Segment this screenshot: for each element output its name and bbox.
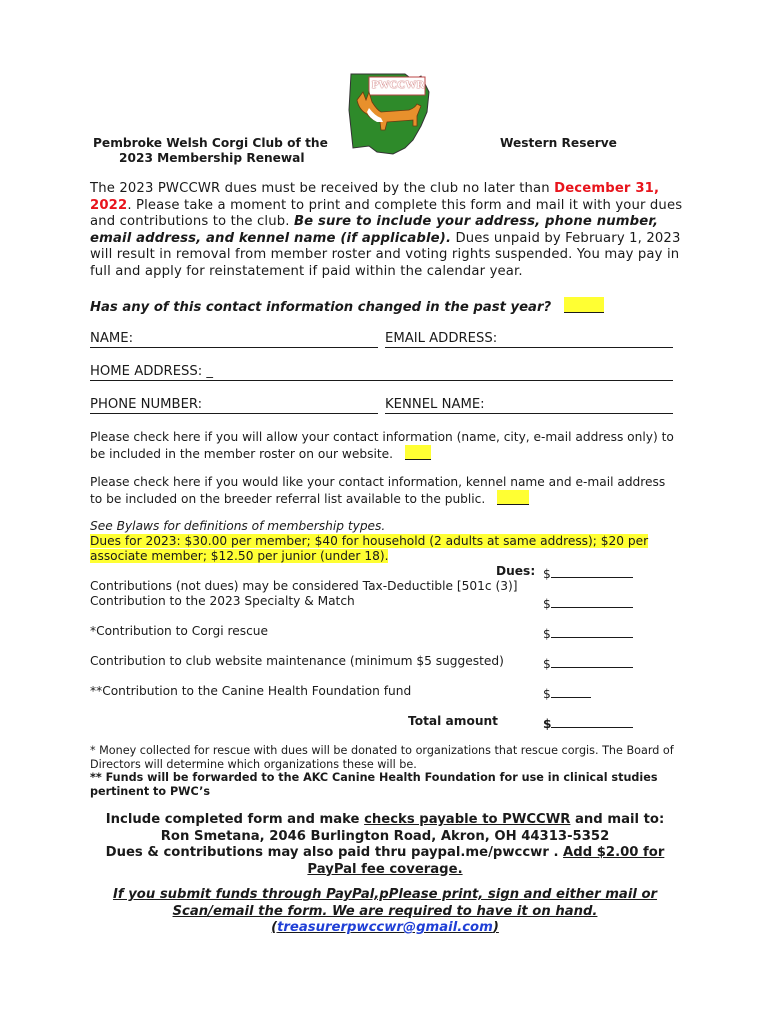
specialty-label: Contribution to the 2023 Specialty & Match — [90, 594, 355, 608]
question-text: Has any of this contact information changed in the past year? — [90, 300, 552, 315]
intro-paragraph — [90, 181, 684, 280]
name-label: NAME: — [90, 331, 134, 346]
mailing-line-1 — [80, 812, 690, 829]
contact-changed-question — [90, 297, 604, 317]
phone-field[interactable] — [90, 413, 378, 414]
breeder-consent — [90, 475, 670, 507]
logo-text: PWCCWR — [371, 79, 425, 91]
treasurer-email-link[interactable]: treasurerpwccwr@gmail.com — [277, 920, 493, 935]
rescue-footnote: * Money collected for rescue with dues will be donated to organizations that rescue corgis. The Board of Directors will determine which organizations these will be. — [90, 744, 674, 771]
paypal-line — [80, 845, 690, 878]
closing-instructions — [80, 887, 690, 937]
checks-payable: checks payable to PWCCWR — [364, 812, 571, 827]
header-form-title: 2023 Membership Renewal — [119, 151, 305, 166]
specialty-dollar: $ — [543, 597, 551, 611]
closing-line-1: If you submit funds through PayPal,pPlease print, sign and either mail or — [112, 887, 658, 902]
website-amount[interactable] — [543, 654, 633, 672]
website-dollar: $ — [543, 657, 551, 671]
header-left — [91, 136, 351, 166]
intro-emphasis: Be sure to include your address, phone number, email address, and kennel name (if applicable). — [90, 214, 659, 246]
home-address-field[interactable] — [90, 380, 673, 381]
website-amount-line[interactable] — [551, 654, 633, 668]
dues-amount[interactable] — [543, 564, 633, 582]
paypal-fee: Add $2.00 for PayPal fee coverage. — [307, 845, 665, 877]
closing-line-2: Scan/email the form. We are required to have it on hand. — [172, 903, 598, 919]
chf-amount-line[interactable] — [551, 684, 591, 698]
intro-text-mid: . Please take a moment to print and complete this form and mail it with your dues and contributions to the club. — [90, 197, 683, 229]
total-amount-line[interactable] — [551, 714, 633, 728]
chf-amount[interactable] — [543, 684, 591, 702]
specialty-amount-line[interactable] — [551, 594, 633, 608]
name-field[interactable] — [90, 347, 378, 348]
paypal-text: Dues & contributions may also paid thru paypal.me/pwccwr . — [105, 845, 564, 860]
tax-deductible-note: Contributions (not dues) may be considered Tax-Deductible [501c (3)] — [90, 579, 518, 593]
rescue-dollar: $ — [543, 627, 551, 641]
mailing-text-end: and mail to: — [570, 812, 665, 827]
roster-consent-text: Please check here if you will allow your contact information (name, city, e-mail address only) to be included in the member roster on our website. — [90, 430, 674, 462]
total-label: Total amount — [408, 714, 499, 728]
dues-label: Dues: — [496, 564, 536, 578]
intro-text-start: The 2023 PWCCWR dues must be received by the club no later than — [90, 181, 555, 196]
mailing-address: Ron Smetana, 2046 Burlington Road, Akron, OH 44313-5352 — [160, 828, 610, 844]
rescue-amount-line[interactable] — [551, 624, 633, 638]
dues-dollar: $ — [543, 567, 551, 581]
chf-dollar: $ — [543, 687, 551, 701]
mailing-text-start: Include completed form and make — [105, 812, 365, 827]
header-club-name: Pembroke Welsh Corgi Club of the — [93, 136, 328, 150]
closing-line-3 — [80, 920, 690, 937]
rescue-amount[interactable] — [543, 624, 633, 642]
kennel-field[interactable] — [385, 413, 673, 414]
phone-label: PHONE NUMBER: — [90, 397, 203, 412]
breeder-consent-text: Please check here if you would like your contact information, kennel name and e-mail address to be included on the breeder referral list available to the public. — [90, 475, 666, 507]
open-paren: ( — [271, 920, 278, 935]
deadline-date: December 31, 2022 — [90, 181, 660, 213]
changed-answer-blank[interactable] — [564, 297, 604, 313]
header-right: Western Reserve — [500, 136, 617, 150]
roster-checkbox-blank[interactable] — [405, 445, 431, 460]
chf-footnote: ** Funds will be forwarded to the AKC Canine Health Foundation for use in clinical studies pertinent to PWC’s — [90, 771, 658, 798]
total-amount[interactable] — [543, 714, 633, 732]
dues-amount-line[interactable] — [551, 564, 633, 578]
email-field[interactable] — [385, 347, 673, 348]
rescue-label: *Contribution to Corgi rescue — [90, 624, 269, 638]
bylaws-note: See Bylaws for definitions of membership types. — [90, 519, 386, 533]
chf-label: **Contribution to the Canine Health Foundation fund — [90, 684, 412, 698]
roster-consent — [90, 430, 688, 462]
dues-info — [90, 534, 685, 564]
close-paren: ) — [492, 920, 499, 935]
specialty-amount[interactable] — [543, 594, 633, 612]
kennel-label: KENNEL NAME: — [385, 397, 485, 412]
mailing-instructions — [80, 812, 690, 878]
dues-info-text: Dues for 2023: $30.00 per member; $40 for household (2 adults at same address); $20 per associate member; $12.50 per junior (under 18). — [90, 534, 649, 564]
intro-text-end: Dues unpaid by February 1, 2023 will result in removal from member roster and voting rights suspended. You may pay in full and apply for reinstatement if paid within the calendar year. — [90, 230, 681, 279]
website-label: Contribution to club website maintenance (minimum $5 suggested) — [90, 654, 504, 668]
club-logo — [347, 70, 433, 158]
total-dollar: $ — [543, 717, 552, 731]
breeder-checkbox-blank[interactable] — [497, 490, 529, 505]
email-label: EMAIL ADDRESS: — [385, 331, 498, 346]
home-address-label: HOME ADDRESS: _ — [90, 364, 213, 379]
